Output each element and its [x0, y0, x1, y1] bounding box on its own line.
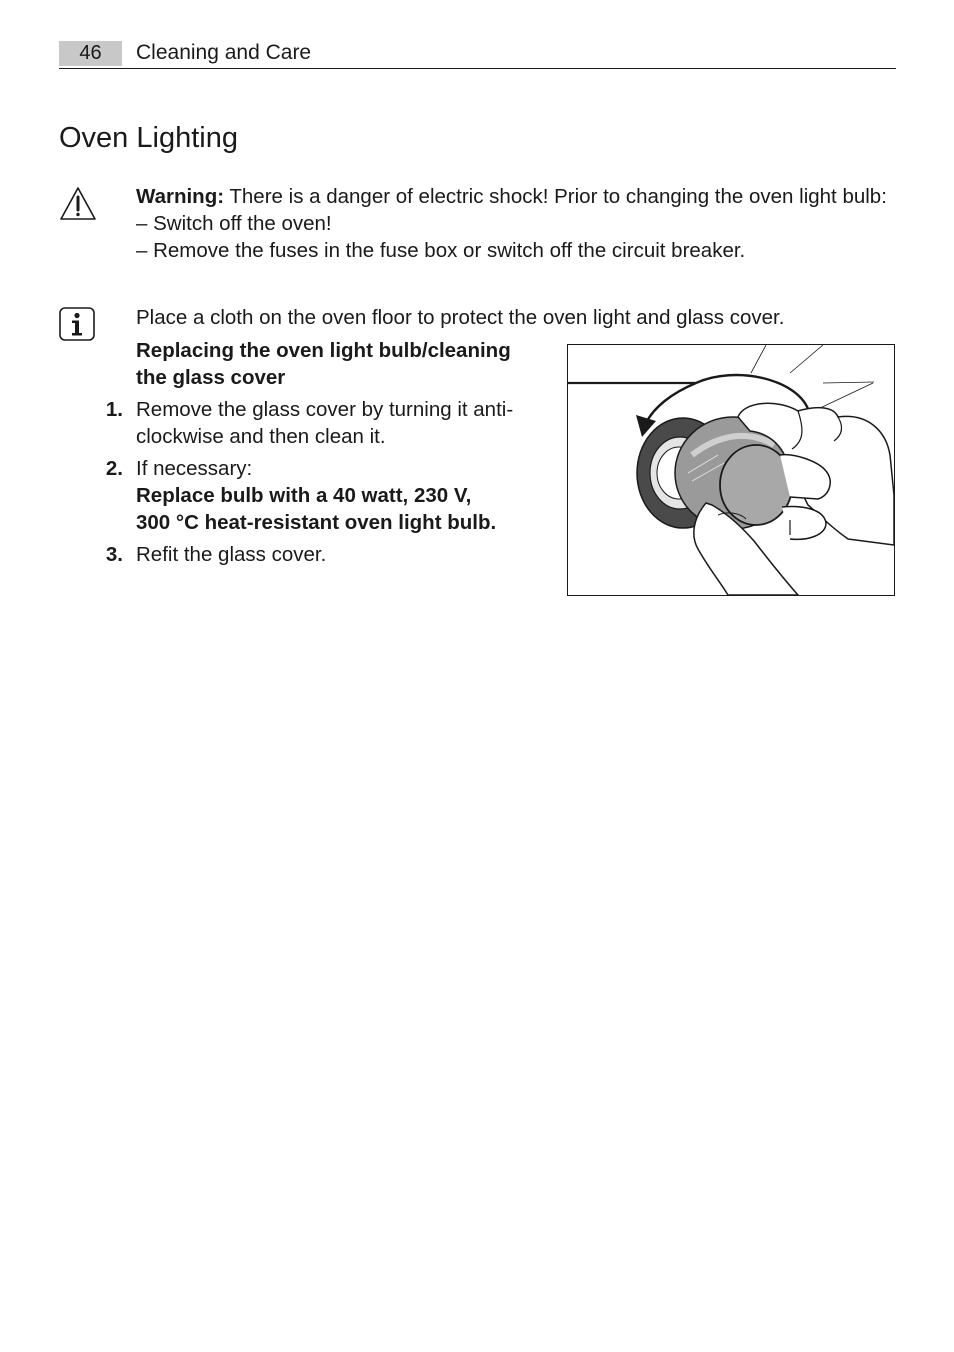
step-line: Remove the glass cover by turning it anti-: [136, 398, 514, 421]
step-number: 3.: [105, 543, 123, 566]
warning-body: There is a danger of electric shock! Prior to changing the oven light bulb:: [224, 185, 887, 208]
step-text: [136, 396, 546, 450]
info-icon: [59, 307, 95, 341]
step-line: If necessary:: [136, 457, 253, 480]
page-title: Oven Lighting: [59, 122, 238, 154]
step-line-bold: Replace bulb with a 40 watt, 230 V,: [136, 484, 472, 507]
header-rule: [59, 68, 896, 69]
warning-item: – Remove the fuses in the fuse box or switch off the circuit breaker.: [136, 239, 746, 262]
procedure-heading-line: Replacing the oven light bulb/cleaning: [136, 339, 511, 362]
oven-lamp-figure: [567, 344, 895, 596]
step-number: 1.: [105, 398, 123, 421]
step-number: 2.: [105, 457, 123, 480]
step-line-bold: 300 °C heat-resistant oven light bulb.: [136, 511, 497, 534]
info-text: Place a cloth on the oven floor to protect the oven light and glass cover.: [136, 306, 785, 329]
warning-item: – Switch off the oven!: [136, 212, 332, 235]
step-line: clockwise and then clean it.: [136, 425, 386, 448]
procedure-heading: [136, 337, 546, 391]
step-text: [136, 541, 546, 568]
procedure-heading-line: the glass cover: [136, 366, 286, 389]
section-title: Cleaning and Care: [136, 41, 312, 64]
warning-block: [136, 183, 896, 264]
step-line: Refit the glass cover.: [136, 543, 327, 566]
page-number: 46: [59, 41, 122, 66]
oven-lamp-cover-illustration: [568, 345, 894, 595]
warning-label: Warning:: [136, 185, 225, 208]
warning-triangle-icon: [59, 186, 97, 222]
warning-text: [136, 183, 896, 210]
step-text: [136, 455, 546, 536]
